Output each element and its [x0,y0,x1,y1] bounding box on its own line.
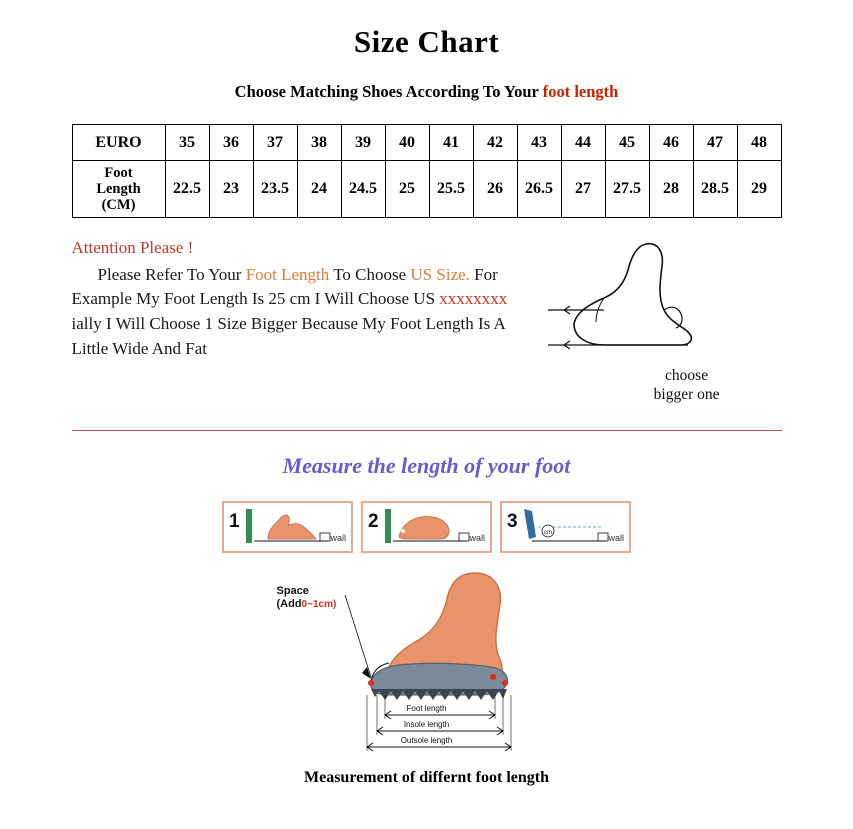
step-1 [222,501,353,553]
cell-euro-2: 37 [253,125,297,161]
step-1-illustration [224,503,351,551]
step-2-illustration [363,503,490,551]
size-table-wrapper [72,124,782,218]
cell-cm-6: 25.5 [429,161,473,218]
step-3 [500,501,631,553]
attention-text [72,236,512,361]
row-header-foot-line3: (CM) [101,197,136,214]
space-label-value: 0~1cm) [301,599,337,611]
cell-euro-4: 39 [341,125,385,161]
dim-insole-length: Insole length [403,720,450,729]
subtitle-highlight: foot length [542,82,619,101]
cell-euro-12: 47 [693,125,737,161]
cell-euro-13: 48 [737,125,781,161]
foot-measurement-diagram [267,559,587,759]
step-2-number: 2 [368,511,379,532]
bottom-caption: Measurement of differnt foot length [304,769,549,786]
subtitle-lead: Choose Matching Shoes According To Your [234,82,543,101]
step-2 [361,501,492,553]
attention-part1: Please Refer To Your [97,264,246,284]
cell-cm-11: 28 [649,161,693,218]
space-label-add: (Add [276,598,302,611]
attention-heading: Attention Please ! [71,238,194,257]
cell-euro-3: 38 [297,125,341,161]
attention-paragraph [72,263,512,362]
table-row-euro [72,125,781,161]
space-label-line1: Space [276,585,309,597]
dim-foot-length: Foot length [406,704,447,713]
cell-euro-1: 36 [209,125,253,161]
cell-euro-6: 41 [429,125,473,161]
attention-block [72,236,782,416]
cell-cm-13: 29 [737,161,781,218]
table-row-foot-length [72,161,781,218]
cell-euro-5: 40 [385,125,429,161]
step-1-number: 1 [229,511,240,532]
cell-cm-12: 28.5 [693,161,737,218]
cell-cm-2: 23.5 [253,161,297,218]
size-chart-page [0,24,853,829]
measure-steps [0,501,853,553]
space-label-line2 [277,598,337,611]
svg-text:cm: cm [544,530,552,536]
dim-outsole-length: Outsole length [400,736,453,745]
attention-foot-length: Foot Length [245,264,330,284]
choose-note-line2: bigger one [653,386,720,404]
step-2-wall-label: wall [469,533,485,543]
foot-side-illustration [512,232,752,382]
attention-masked-size: xxxxxxxx [439,289,508,309]
cell-cm-0: 22.5 [165,161,209,218]
choose-note-line1: choose [665,367,709,384]
row-header-foot-length [72,161,165,218]
cell-euro-11: 46 [649,125,693,161]
section-divider [72,430,782,431]
cell-euro-0: 35 [165,125,209,161]
step-3-number: 3 [507,511,518,532]
row-header-foot-line2: Length [96,180,141,197]
attention-part4: ially I Will Choose 1 Size Bigger Because My Foot Length Is A Little Wide And Fat [71,313,505,358]
step-3-wall-label: wall [608,533,624,543]
cell-cm-5: 25 [385,161,429,218]
measure-section-title: Measure the length of your foot [282,453,571,478]
cell-cm-7: 26 [473,161,517,218]
step-1-wall-label: wall [330,533,346,543]
cell-euro-10: 45 [605,125,649,161]
choose-bigger-note [654,366,720,405]
attention-part2: To Choose [329,264,411,284]
cell-cm-8: 26.5 [517,161,561,218]
step-3-illustration [502,503,629,551]
cell-cm-9: 27 [561,161,605,218]
page-subtitle [0,82,853,102]
cell-cm-10: 27.5 [605,161,649,218]
cell-cm-4: 24.5 [341,161,385,218]
space-label [277,585,337,611]
page-title: Size Chart [353,24,500,59]
row-header-euro: EURO [72,125,165,161]
cell-cm-1: 23 [209,161,253,218]
cell-euro-8: 43 [517,125,561,161]
attention-part3: For Example My Foot Length Is 25 cm I Will Choose US [71,264,498,309]
cell-euro-7: 42 [473,125,517,161]
row-header-foot-line1: Foot [104,164,133,181]
size-table [72,124,782,218]
attention-us-size: US Size. [410,264,470,284]
cell-euro-9: 44 [561,125,605,161]
cell-cm-3: 24 [297,161,341,218]
